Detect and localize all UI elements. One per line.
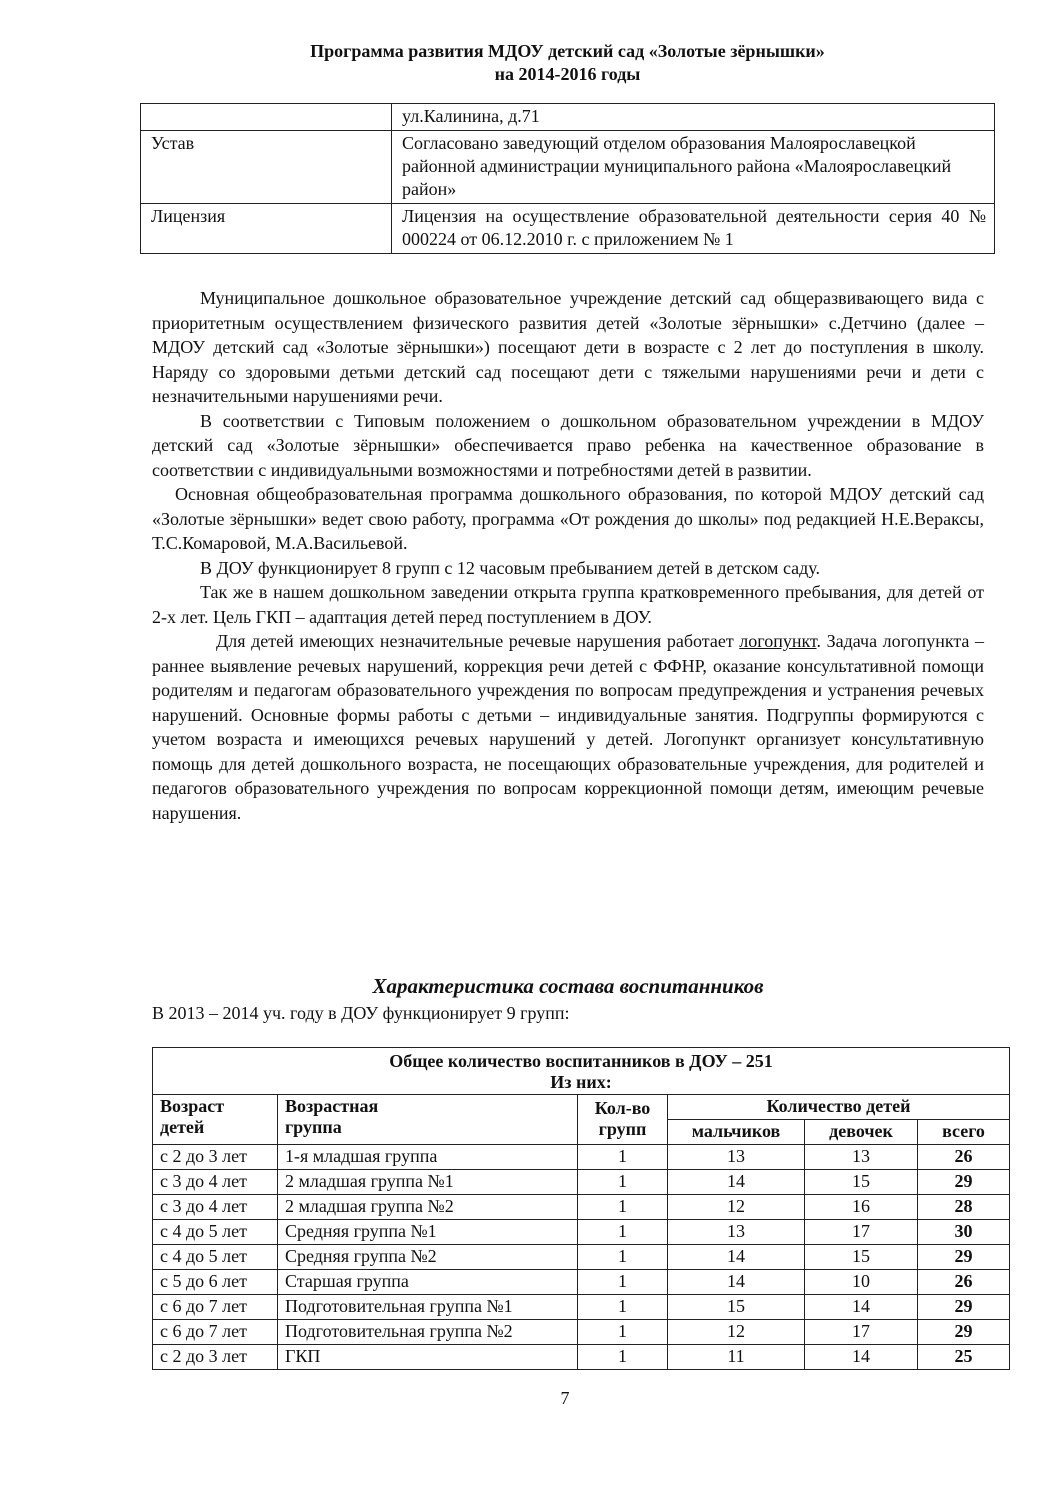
col-header-age-line2: детей: [160, 1117, 205, 1137]
speech-center-term: логопункт: [739, 631, 817, 651]
paragraph-groups: В ДОУ функционирует 8 групп с 12 часовым пребыванием детей в детском саду.: [200, 557, 820, 578]
cell-total: 29: [918, 1320, 1010, 1345]
table-row: [153, 1295, 1010, 1320]
cell-count: 1: [578, 1320, 668, 1345]
cell-girls: 15: [805, 1245, 918, 1270]
paragraph-short-stay: Так же в нашем дошкольном заведении открыта группа кратковременного пребывания, для детей от 2-х лет. Цель ГКП – адаптация детей перед поступлением в ДОУ.: [152, 582, 984, 627]
cell-age: с 5 до 6 лет: [153, 1270, 278, 1295]
cell-total: 25: [918, 1345, 1010, 1370]
cell-group: 2 младшая группа №1: [278, 1170, 578, 1195]
cell-total: 26: [918, 1145, 1010, 1170]
col-header-count-line2: групп: [598, 1119, 647, 1139]
speech-center-text-start: Для детей имеющих незначительные речевые нарушения работает: [216, 631, 740, 651]
table-header-row: [153, 1095, 1010, 1120]
cell-group: Подготовительная группа №2: [278, 1320, 578, 1345]
cell-age: с 3 до 4 лет: [153, 1195, 278, 1220]
cell-group: 2 младшая группа №2: [278, 1195, 578, 1220]
cell-count: 1: [578, 1220, 668, 1245]
table-row: [153, 1145, 1010, 1170]
cell-age: с 4 до 5 лет: [153, 1245, 278, 1270]
col-header-count-line1: Кол-во: [594, 1098, 651, 1118]
body-text: [152, 286, 984, 825]
groups-table-body: [153, 1145, 1010, 1370]
col-header-group: [278, 1095, 578, 1145]
license-value: Лицензия на осуществление образовательной деятельности серия 40 № 000224 от 06.12.2010 г. с приложением № 1: [392, 204, 995, 254]
cell-age: с 6 до 7 лет: [153, 1320, 278, 1345]
table-row: [153, 1345, 1010, 1370]
table-row: [153, 1245, 1010, 1270]
cell-total: 29: [918, 1245, 1010, 1270]
cell-boys: 13: [668, 1220, 805, 1245]
cell-boys: 12: [668, 1320, 805, 1345]
section-subtitle: В 2013 – 2014 уч. году в ДОУ функционирует 9 групп:: [152, 1003, 570, 1023]
col-header-total: всего: [918, 1120, 1010, 1145]
cell-girls: 13: [805, 1145, 918, 1170]
cell-girls: 16: [805, 1195, 918, 1220]
paragraph-regulation: В соответствии с Типовым положением о дошкольном образовательном учреждении в МДОУ детский сад «Золотые зёрнышки» обеспечивается право ребенка на качественное образование в соответствии с индивидуальными возможностями и потребностями детей в развитии.: [152, 410, 984, 480]
cell-total: 28: [918, 1195, 1010, 1220]
cell-girls: 14: [805, 1295, 918, 1320]
cell-boys: 14: [668, 1270, 805, 1295]
page-header: [140, 40, 995, 86]
cell-count: 1: [578, 1195, 668, 1220]
paragraph-intro: Муниципальное дошкольное образовательное учреждение детский сад общеразвивающего вида с приоритетным осуществлением физического развития детей «Золотые зёрнышки» с.Детчино (далее – МДОУ детский сад «Золотые зёрнышки») посещают дети в возрасте с 2 лет до поступления в школу. Наряду со здоровыми детьми детский сад посещают дети с тяжелыми нарушениями речи и дети с незначительными нарушениями речи.: [152, 288, 984, 406]
of-them-caption: Из них:: [550, 1072, 612, 1092]
header-title: Программа развития МДОУ детский сад «Золотые зёрнышки»: [310, 41, 825, 61]
address-continuation: ул.Калинина, д.71: [392, 104, 995, 131]
cell-count: 1: [578, 1270, 668, 1295]
cell-girls: 14: [805, 1345, 918, 1370]
license-label: Лицензия: [141, 204, 392, 254]
cell-count: 1: [578, 1345, 668, 1370]
cell-girls: 10: [805, 1270, 918, 1295]
cell-boys: 15: [668, 1295, 805, 1320]
col-header-children: Количество детей: [668, 1095, 1010, 1120]
col-header-girls: девочек: [805, 1120, 918, 1145]
cell-total: 29: [918, 1295, 1010, 1320]
cell-boys: 14: [668, 1245, 805, 1270]
institution-info-table: [140, 103, 995, 254]
cell-girls: 15: [805, 1170, 918, 1195]
cell-boys: 13: [668, 1145, 805, 1170]
table-caption: [153, 1048, 1010, 1095]
cell-count: 1: [578, 1145, 668, 1170]
col-header-count: [578, 1095, 668, 1145]
info-label-empty: [141, 104, 392, 131]
cell-count: 1: [578, 1245, 668, 1270]
cell-boys: 12: [668, 1195, 805, 1220]
paragraph-speech-center: [152, 629, 984, 825]
cell-count: 1: [578, 1295, 668, 1320]
table-row: [153, 1270, 1010, 1295]
charter-label: Устав: [141, 131, 392, 204]
table-row: [153, 1195, 1010, 1220]
cell-age: с 3 до 4 лет: [153, 1170, 278, 1195]
header-years: на 2014-2016 годы: [494, 64, 641, 84]
cell-age: с 2 до 3 лет: [153, 1345, 278, 1370]
cell-total: 30: [918, 1220, 1010, 1245]
total-children-caption: Общее количество воспитанников в ДОУ – 251: [389, 1051, 773, 1071]
col-header-age-line1: Возраст: [160, 1096, 225, 1116]
paragraph-program: Основная общеобразовательная программа дошкольного образования, по которой МДОУ детский сад «Золотые зёрнышки» ведет свою работу, программа «От рождения до школы» под редакцией Н.Е.Вераксы, Т.С.Комаровой, М.А.Васильевой.: [152, 484, 984, 553]
cell-girls: 17: [805, 1220, 918, 1245]
cell-total: 26: [918, 1270, 1010, 1295]
table-row: [141, 131, 995, 204]
table-row: [153, 1320, 1010, 1345]
cell-boys: 14: [668, 1170, 805, 1195]
cell-group: Подготовительная группа №1: [278, 1295, 578, 1320]
table-row: [141, 204, 995, 254]
cell-group: Старшая группа: [278, 1270, 578, 1295]
cell-boys: 11: [668, 1345, 805, 1370]
table-row: [153, 1170, 1010, 1195]
col-header-age: [153, 1095, 278, 1145]
table-row: [141, 104, 995, 131]
cell-group: Средняя группа №1: [278, 1220, 578, 1245]
table-row: [153, 1220, 1010, 1245]
speech-center-text-end: . Задача логопункта – раннее выявление речевых нарушений, коррекция речи детей с ФФНР, оказание консультативной помощи родителям и педагогам образовательного учреждения по вопросам предупреждения и устранения речевых нарушений. Основные формы работы с детьми – индивидуальные занятия. Подгруппы формируются с учетом возраста и имеющихся речевых нарушений у детей. Логопункт организует консультативную помощь для детей дошкольного возраста, не посещающих образовательные учреждения, для родителей и педагогов образовательного учреждения по вопросам коррекционной помощи детям, имеющим речевые нарушения.: [152, 631, 984, 823]
cell-group: ГКП: [278, 1345, 578, 1370]
charter-value: Согласовано заведующий отделом образования Малоярославецкой районной администрации муниципального района «Малоярославецкий район»: [392, 131, 995, 204]
cell-group: 1-я младшая группа: [278, 1145, 578, 1170]
section-title: Характеристика состава воспитанников: [372, 974, 764, 998]
cell-age: с 2 до 3 лет: [153, 1145, 278, 1170]
cell-age: с 6 до 7 лет: [153, 1295, 278, 1320]
groups-table: [152, 1047, 1010, 1370]
col-header-boys: мальчиков: [668, 1120, 805, 1145]
cell-age: с 4 до 5 лет: [153, 1220, 278, 1245]
cell-total: 29: [918, 1170, 1010, 1195]
page-number: 7: [560, 1388, 570, 1408]
cell-girls: 17: [805, 1320, 918, 1345]
col-header-group-line2: группа: [285, 1117, 342, 1137]
cell-group: Средняя группа №2: [278, 1245, 578, 1270]
cell-count: 1: [578, 1170, 668, 1195]
col-header-group-line1: Возрастная: [285, 1096, 379, 1116]
table-caption-row: [153, 1048, 1010, 1095]
